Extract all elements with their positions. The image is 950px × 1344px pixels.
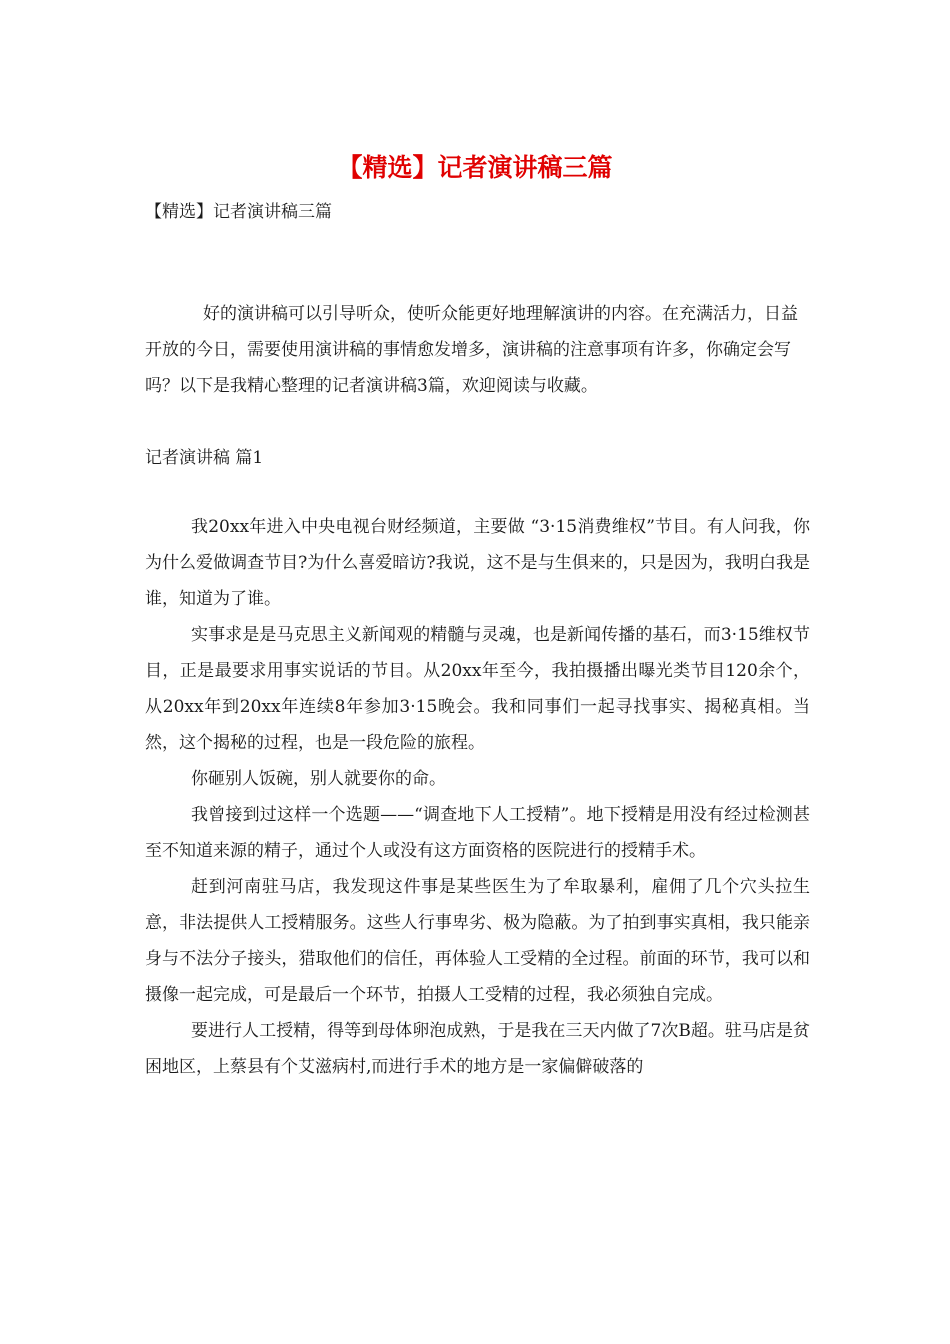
body-paragraph-2: 实事求是是马克思主义新闻观的精髓与灵魂，也是新闻传播的基石，而3·15维权节目，正是最要求用事实说话的节目。从20xx年至今，我拍摄播出曝光类节目120余个，从20xx年到20xx年连续8年参加3·15晚会。我和同事们一起寻找事实、揭秘真相。当然，这个揭秘的过程，也是一段危险的旅程。: [145, 625, 810, 753]
intro-paragraph: 好的演讲稿可以引导听众，使听众能更好地理解演讲的内容。在充满活力，日益开放的今日，需要使用演讲稿的事情愈发增多，演讲稿的注意事项有许多，你确定会写吗？以下是我精心整理的记者演讲稿3篇，欢迎阅读与收藏。: [145, 304, 798, 396]
body-paragraph-6: 要进行人工授精，得等到母体卵泡成熟，于是我在三天内做了7次B超。驻马店是贫困地区，上蔡县有个艾滋病村,而进行手术的地方是一家偏僻破落的: [145, 1021, 810, 1077]
body-paragraph-3: 你砸别人饭碗，别人就要你的命。: [191, 769, 446, 789]
body-paragraph-1: 我20xx年进入中央电视台财经频道，主要做 “3·15消费维权”节目。有人问我，你为什么爱做调查节目?为什么喜爱暗访?我说，这不是与生俱来的，只是因为，我明白我是谁，知道为了谁。: [145, 517, 810, 609]
article-body: [145, 509, 810, 1085]
section-heading: 记者演讲稿 篇1: [145, 448, 264, 468]
document-title: 【精选】记者演讲稿三篇: [337, 153, 613, 182]
body-paragraph-4: 我曾接到过这样一个选题——“调查地下人工授精”。地下授精是用没有经过检测甚至不知道来源的精子，通过个人或没有这方面资格的医院进行的授精手术。: [145, 805, 810, 861]
body-paragraph-5: 赶到河南驻马店，我发现这件事是某些医生为了牟取暴利，雇佣了几个穴头拉生意，非法提供人工授精服务。这些人行事卑劣、极为隐蔽。为了拍到事实真相，我只能亲身与不法分子接头，猎取他们的信任，再体验人工受精的全过程。前面的环节，我可以和摄像一起完成，可是最后一个环节，拍摄人工受精的过程，我必须独自完成。: [145, 877, 810, 1005]
document-subtitle: 【精选】记者演讲稿三篇: [145, 202, 332, 222]
